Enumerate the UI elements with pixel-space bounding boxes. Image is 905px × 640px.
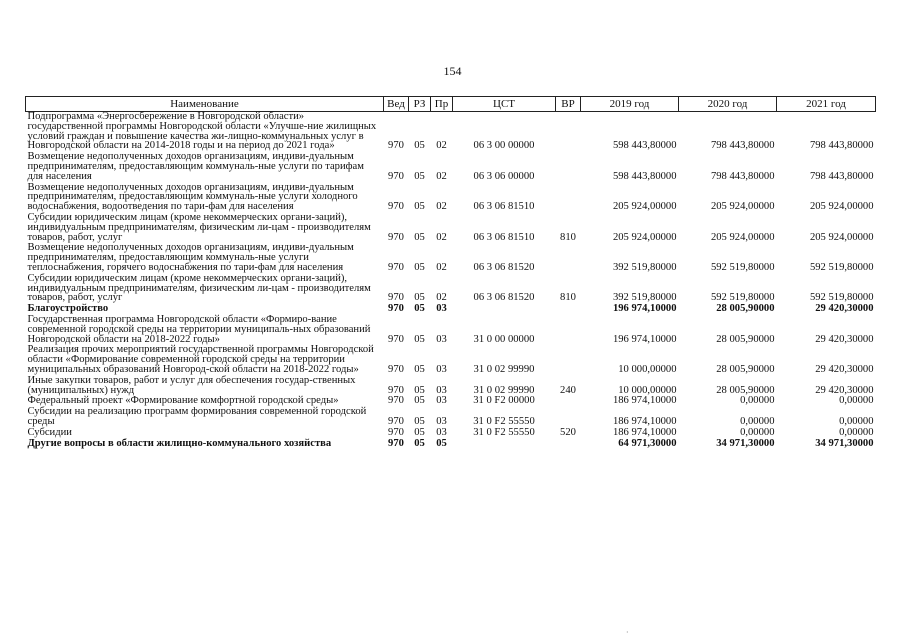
row-2020: 798 443,80000 [710,140,775,152]
row-2021: 798 443,80000 [809,140,874,152]
row-pr: 02 [436,201,447,213]
row-pr: 05 [436,437,447,449]
row-vr [556,396,581,407]
table-row [26,439,876,450]
header-2020: 2020 год [679,97,777,112]
row-rz: 05 [414,426,425,438]
row-name: Благоустройство [27,303,109,315]
row-2020: 798 443,80000 [710,170,775,182]
row-2021: 0,00000 [839,426,874,438]
row-vr [556,315,581,345]
row-2019: 186 974,10000 [612,415,677,427]
table-header-row [26,97,876,112]
row-vr: 240 [560,384,576,396]
row-rz: 05 [414,363,425,375]
table-row [26,274,876,304]
row-2021: 29 420,30000 [815,363,874,375]
row-name: Субсидии [27,426,72,438]
table-row [26,407,876,428]
row-2020: 205 924,00000 [710,231,775,243]
scan-mark: · [626,628,629,637]
row-ved: 970 [388,437,404,449]
row-cst: 31 0 F2 55550 [473,415,535,427]
header-2021: 2021 год [777,97,876,112]
row-2020: 0,00000 [740,426,775,438]
row-2019: 205 924,00000 [612,201,677,213]
row-vr: 810 [560,231,576,243]
row-2021: 205 924,00000 [809,231,874,243]
row-cst: 31 0 00 00000 [473,333,535,345]
row-name: Подпрограмма «Энергосбережение в Новгородской области» государственной программы Новгородской области «Улучше-ние жилищных условий граждан и повышение качества жи-лищно-коммунальных услуг в Новгородской области на 2014-2018 годы и на период до 2021 года» [27,111,377,152]
row-vr [556,407,581,428]
row-rz: 05 [414,201,425,213]
row-vr: 520 [560,426,576,438]
row-cst [453,439,556,450]
row-name: Возмещение недополученных доходов организациям, индиви-дуальным предпринимателям, предоставляющим коммуналь-ные услуги теплоснабжения, горячего водоснабжения по тари-фам для населения [27,242,354,273]
header-name: Наименование [26,97,384,112]
header-rz: РЗ [409,97,431,112]
row-name: Возмещение недополученных доходов организациям, индиви-дуальным предпринимателям, предоставляющим коммуналь-ные услуги по тарифам для населения [27,151,364,182]
row-name: Реализация прочих мероприятий государственной программы Новгородской области «Формирование современной городской среды на территории муниципальных образований Новгород-ской области на 2018-2022 годы» [27,344,374,375]
row-2020: 34 971,30000 [716,437,775,449]
row-rz: 05 [414,333,425,345]
header-cst: ЦСТ [453,97,556,112]
header-ved: Вед [384,97,409,112]
table-row [26,376,876,397]
row-cst: 31 0 02 99990 [473,363,535,375]
row-ved: 970 [388,201,404,213]
header-2019: 2019 год [581,97,679,112]
row-name: Возмещение недополученных доходов организациям, индиви-дуальным предпринимателям, предоставляющим коммуналь-ные услуги холодного водоснабжения, водоотведения по тари-фам для населения [27,181,358,213]
row-rz: 05 [414,303,425,315]
row-ved: 970 [388,140,404,152]
row-pr: 02 [436,261,447,273]
row-pr: 02 [436,170,447,182]
table-row [26,213,876,243]
row-cst: 31 0 02 99990 [473,384,535,396]
header-pr: Пр [431,97,453,112]
row-name: Иные закупки товаров, работ и услуг для обеспечения государ-ственных (муниципальных) нужд [27,374,356,396]
row-2020: 28 005,90000 [716,333,775,345]
row-2020: 205 924,00000 [710,201,775,213]
row-2021: 205 924,00000 [809,201,874,213]
row-rz: 05 [414,292,425,304]
row-2019: 186 974,10000 [612,395,677,407]
row-2020: 28 005,90000 [716,363,775,375]
row-2021: 29 420,30000 [815,333,874,345]
row-2019: 64 971,30000 [618,437,677,449]
header-vr: ВР [556,97,581,112]
row-2020: 28 005,90000 [716,303,775,315]
row-rz: 05 [414,231,425,243]
row-cst: 31 0 F2 55550 [473,426,535,438]
row-ved: 970 [388,426,404,438]
row-2019: 186 974,10000 [612,426,677,438]
row-rz: 05 [414,261,425,273]
row-name: Субсидии на реализацию программ формирования современной городской среды [27,406,367,427]
row-vr: 810 [560,292,576,304]
row-ved: 970 [388,170,404,182]
row-rz: 05 [414,384,425,396]
row-name: Государственная программа Новгородской области «Формиро-вание современной городской среды на территории муниципаль-ных образований Новгородской области на 2018-2022 годы» [27,313,371,345]
row-pr: 02 [436,231,447,243]
row-pr: 03 [436,426,447,438]
row-pr: 03 [436,415,447,427]
row-2021: 592 519,80000 [809,292,874,304]
row-2021: 29 420,30000 [815,303,874,315]
row-cst: 06 3 00 00000 [473,140,535,152]
row-ved: 970 [388,231,404,243]
row-2020: 0,00000 [740,395,775,407]
row-2019: 392 519,80000 [612,292,677,304]
row-2019: 598 443,80000 [612,170,677,182]
table-row [26,345,876,375]
row-name: Субсидии юридическим лицам (кроме некоммерческих органи-заций), индивидуальным предпринимателям, физическим ли-цам - производителям товаров, работ, услуг [27,211,371,243]
row-2020: 592 519,80000 [710,261,775,273]
row-2020: 592 519,80000 [710,292,775,304]
row-cst [453,304,556,315]
row-2019: 598 443,80000 [612,140,677,152]
row-2021: 0,00000 [839,415,874,427]
row-cst: 06 3 06 00000 [473,170,535,182]
row-pr: 03 [436,303,447,315]
budget-table [25,96,876,449]
row-pr: 02 [436,140,447,152]
row-2019: 196 974,10000 [612,333,677,345]
table-row [26,243,876,273]
table-row [26,428,876,439]
row-rz: 05 [414,170,425,182]
row-2020: 28 005,90000 [716,384,775,396]
row-name: Федеральный проект «Формирование комфортной городской среды» [27,395,339,407]
row-pr: 03 [436,395,447,407]
table-row [26,112,876,153]
row-ved: 970 [388,261,404,273]
row-rz: 05 [414,140,425,152]
row-2019: 205 924,00000 [612,231,677,243]
row-vr [556,243,581,273]
row-2021: 29 420,30000 [815,384,874,396]
row-ved: 970 [388,333,404,345]
row-2021: 0,00000 [839,395,874,407]
page-number: 154 [443,64,462,78]
row-rz: 05 [414,437,425,449]
row-vr [556,152,581,182]
row-pr: 02 [436,292,447,304]
row-pr: 03 [436,384,447,396]
row-pr: 03 [436,363,447,375]
row-ved: 970 [388,292,404,304]
row-2019: 196 974,10000 [612,303,677,315]
row-cst: 06 3 06 81510 [473,231,535,243]
row-ved: 970 [388,415,404,427]
row-ved: 970 [388,384,404,396]
row-rz: 05 [414,395,425,407]
row-2021: 34 971,30000 [815,437,874,449]
row-name: Другие вопросы в области жилищно-коммунального хозяйства [27,437,332,449]
row-2019: 10 000,00000 [618,363,677,375]
row-ved: 970 [388,363,404,375]
row-2019: 392 519,80000 [612,261,677,273]
table-row [26,183,876,213]
row-cst: 06 3 06 81520 [473,292,535,304]
row-pr: 03 [436,333,447,345]
row-2019: 10 000,00000 [618,384,677,396]
row-ved: 970 [388,395,404,407]
row-vr [556,112,581,153]
row-2021: 592 519,80000 [809,261,874,273]
row-vr [556,439,581,450]
row-2021: 798 443,80000 [809,170,874,182]
row-cst: 06 3 06 81520 [473,261,535,273]
row-vr [556,304,581,315]
row-ved: 970 [388,303,404,315]
table-row [26,152,876,182]
row-vr [556,183,581,213]
row-rz: 05 [414,415,425,427]
row-name: Субсидии юридическим лицам (кроме некоммерческих органи-заций), индивидуальным предпринимателям, физическим ли-цам - производителям товаров, работ, услуг [27,272,371,304]
table-row [26,315,876,345]
row-2020: 0,00000 [740,415,775,427]
row-cst: 06 3 06 81510 [473,201,535,213]
table-body [26,112,876,450]
row-cst: 31 0 F2 00000 [473,395,535,407]
row-vr [556,345,581,375]
